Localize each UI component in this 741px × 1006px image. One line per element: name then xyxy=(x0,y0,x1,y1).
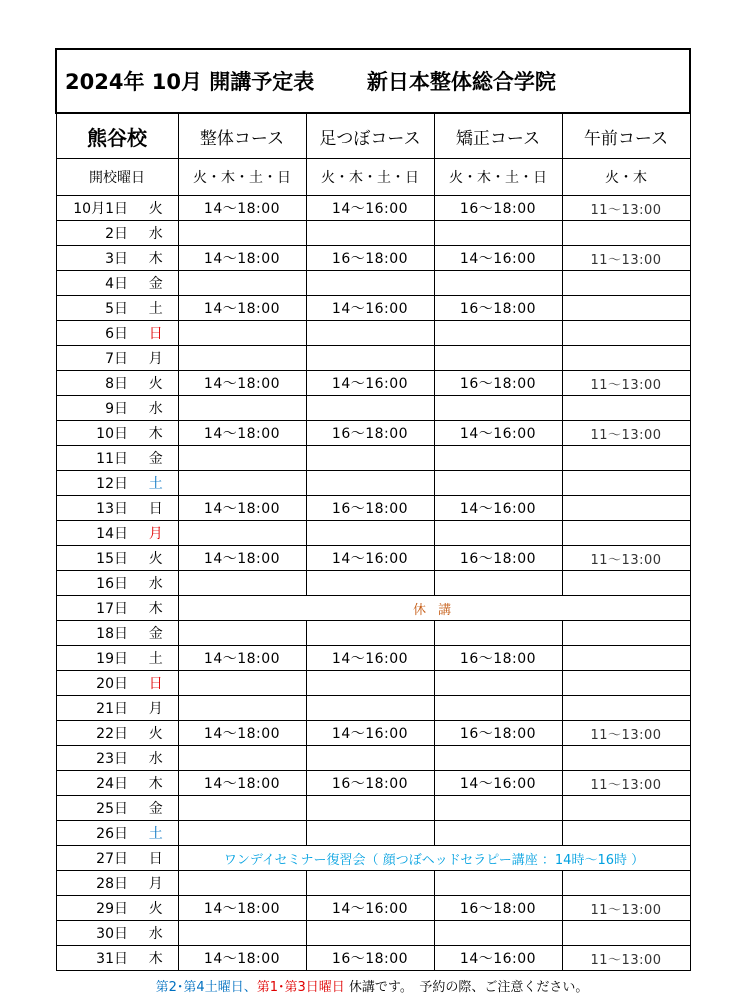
row-weekday: 土 xyxy=(134,471,178,496)
time-slot xyxy=(178,521,306,546)
time-slot xyxy=(562,271,690,296)
time-slot xyxy=(434,821,562,846)
time-slot xyxy=(434,446,562,471)
schedule-row xyxy=(56,571,690,596)
time-slot xyxy=(562,346,690,371)
time-slot xyxy=(178,746,306,771)
row-date: 13日 xyxy=(56,496,134,521)
time-slot xyxy=(178,796,306,821)
schedule-row xyxy=(56,196,690,221)
row-weekday: 水 xyxy=(134,571,178,596)
schedule-row xyxy=(56,771,690,796)
schedule-row xyxy=(56,321,690,346)
course-header-ashitsubo: 足つぼコース xyxy=(306,113,434,159)
time-slot xyxy=(562,746,690,771)
time-slot xyxy=(306,696,434,721)
footnote-rest: 休講です。 予約の際、ご注意ください。 xyxy=(344,980,589,995)
row-weekday: 土 xyxy=(134,296,178,321)
row-date: 14日 xyxy=(56,521,134,546)
row-date: 30日 xyxy=(56,921,134,946)
time-slot: 14～18:00 xyxy=(178,246,306,271)
time-slot: 14～18:00 xyxy=(178,771,306,796)
time-slot xyxy=(306,321,434,346)
time-slot xyxy=(562,621,690,646)
school-name: 新日本整体総合学院 xyxy=(366,70,556,94)
time-slot: 11～13:00 xyxy=(562,896,690,921)
time-slot xyxy=(434,471,562,496)
row-date: 24日 xyxy=(56,771,134,796)
time-slot: 14～18:00 xyxy=(178,896,306,921)
time-slot xyxy=(306,796,434,821)
time-slot xyxy=(434,521,562,546)
time-slot: 11～13:00 xyxy=(562,771,690,796)
time-slot: 14～16:00 xyxy=(434,246,562,271)
time-slot: 11～13:00 xyxy=(562,721,690,746)
row-date: 15日 xyxy=(56,546,134,571)
schedule-row xyxy=(56,271,690,296)
time-slot xyxy=(562,921,690,946)
time-slot xyxy=(306,521,434,546)
seminar-notice: ワンデイセミナー復習会（ 顔つぼヘッドセラピー講座 ：14時～16時 ） xyxy=(178,846,690,871)
time-slot: 11～13:00 xyxy=(562,371,690,396)
title-main: 2024年 10月 開講予定表 xyxy=(65,70,315,94)
time-slot xyxy=(562,646,690,671)
time-slot xyxy=(562,496,690,521)
time-slot xyxy=(562,221,690,246)
time-slot xyxy=(562,796,690,821)
time-slot: 11～13:00 xyxy=(562,546,690,571)
time-slot xyxy=(306,746,434,771)
row-weekday: 木 xyxy=(134,596,178,621)
row-weekday: 金 xyxy=(134,446,178,471)
time-slot xyxy=(434,271,562,296)
time-slot xyxy=(562,296,690,321)
row-weekday: 日 xyxy=(134,321,178,346)
time-slot xyxy=(306,396,434,421)
time-slot: 14～16:00 xyxy=(306,646,434,671)
schedule-row xyxy=(56,796,690,821)
time-slot: 14～16:00 xyxy=(306,546,434,571)
time-slot xyxy=(434,671,562,696)
time-slot: 14～18:00 xyxy=(178,646,306,671)
row-date: 8日 xyxy=(56,371,134,396)
time-slot xyxy=(306,446,434,471)
time-slot xyxy=(306,671,434,696)
time-slot xyxy=(306,921,434,946)
row-date: 12日 xyxy=(56,471,134,496)
row-date: 3日 xyxy=(56,246,134,271)
schedule-row xyxy=(56,946,690,971)
footnote-sunday: 第1･第3日曜日 xyxy=(256,980,345,995)
open-days-kyosei: 火・木・土・日 xyxy=(434,159,562,196)
time-slot xyxy=(178,346,306,371)
schedule-row xyxy=(56,371,690,396)
time-slot: 14～18:00 xyxy=(178,196,306,221)
time-slot: 16～18:00 xyxy=(434,371,562,396)
time-slot: 16～18:00 xyxy=(306,421,434,446)
time-slot xyxy=(434,321,562,346)
time-slot: 11～13:00 xyxy=(562,196,690,221)
time-slot xyxy=(434,396,562,421)
schedule-row xyxy=(56,221,690,246)
time-slot: 16～18:00 xyxy=(434,721,562,746)
schedule-row xyxy=(56,496,690,521)
footnote xyxy=(55,976,689,995)
row-date: 31日 xyxy=(56,946,134,971)
schedule-row xyxy=(56,546,690,571)
schedule-row xyxy=(56,346,690,371)
time-slot xyxy=(306,471,434,496)
row-date: 19日 xyxy=(56,646,134,671)
time-slot xyxy=(562,571,690,596)
row-weekday: 水 xyxy=(134,921,178,946)
time-slot: 14～16:00 xyxy=(306,296,434,321)
time-slot: 14～18:00 xyxy=(178,296,306,321)
time-slot: 14～16:00 xyxy=(434,421,562,446)
open-days-ashitsubo: 火・木・土・日 xyxy=(306,159,434,196)
time-slot xyxy=(562,871,690,896)
row-date: 11日 xyxy=(56,446,134,471)
time-slot xyxy=(434,621,562,646)
schedule-row xyxy=(56,421,690,446)
time-slot: 14～18:00 xyxy=(178,946,306,971)
row-date: 9日 xyxy=(56,396,134,421)
time-slot xyxy=(562,321,690,346)
row-date: 10月1日 xyxy=(56,196,134,221)
time-slot: 11～13:00 xyxy=(562,246,690,271)
schedule-row xyxy=(56,696,690,721)
row-date: 4日 xyxy=(56,271,134,296)
time-slot: 16～18:00 xyxy=(434,546,562,571)
time-slot: 16～18:00 xyxy=(306,496,434,521)
time-slot xyxy=(562,396,690,421)
row-weekday: 日 xyxy=(134,846,178,871)
time-slot xyxy=(434,696,562,721)
time-slot: 14～18:00 xyxy=(178,546,306,571)
row-date: 7日 xyxy=(56,346,134,371)
row-weekday: 土 xyxy=(134,821,178,846)
time-slot xyxy=(178,621,306,646)
time-slot: 16～18:00 xyxy=(434,196,562,221)
schedule-row xyxy=(56,396,690,421)
time-slot: 14～16:00 xyxy=(306,371,434,396)
time-slot: 16～18:00 xyxy=(434,646,562,671)
schedule-row xyxy=(56,721,690,746)
schedule-row xyxy=(56,746,690,771)
time-slot xyxy=(562,471,690,496)
time-slot xyxy=(562,521,690,546)
schedule-row xyxy=(56,671,690,696)
schedule-row xyxy=(56,846,690,871)
time-slot xyxy=(178,696,306,721)
schedule-row xyxy=(56,296,690,321)
schedule-row xyxy=(56,446,690,471)
time-slot xyxy=(178,821,306,846)
row-weekday: 木 xyxy=(134,246,178,271)
row-date: 21日 xyxy=(56,696,134,721)
row-weekday: 火 xyxy=(134,896,178,921)
open-days-seitai: 火・木・土・日 xyxy=(178,159,306,196)
time-slot xyxy=(306,621,434,646)
time-slot xyxy=(178,671,306,696)
footnote-saturday: 第2･第4土曜日、 xyxy=(155,980,257,995)
time-slot xyxy=(434,746,562,771)
row-weekday: 木 xyxy=(134,771,178,796)
open-days-row xyxy=(56,159,690,196)
time-slot xyxy=(434,221,562,246)
row-date: 22日 xyxy=(56,721,134,746)
time-slot: 14～18:00 xyxy=(178,421,306,446)
time-slot: 14～16:00 xyxy=(434,496,562,521)
row-weekday: 土 xyxy=(134,646,178,671)
schedule-table xyxy=(55,48,691,971)
row-weekday: 水 xyxy=(134,746,178,771)
row-weekday: 月 xyxy=(134,521,178,546)
row-date: 16日 xyxy=(56,571,134,596)
schedule-row xyxy=(56,621,690,646)
row-date: 26日 xyxy=(56,821,134,846)
row-date: 28日 xyxy=(56,871,134,896)
row-weekday: 月 xyxy=(134,871,178,896)
time-slot: 16～18:00 xyxy=(434,296,562,321)
row-weekday: 金 xyxy=(134,271,178,296)
row-weekday: 火 xyxy=(134,721,178,746)
row-weekday: 火 xyxy=(134,196,178,221)
time-slot xyxy=(178,396,306,421)
time-slot xyxy=(178,221,306,246)
schedule-row xyxy=(56,921,690,946)
time-slot: 14～18:00 xyxy=(178,496,306,521)
schedule-row xyxy=(56,896,690,921)
row-weekday: 月 xyxy=(134,346,178,371)
row-date: 17日 xyxy=(56,596,134,621)
row-date: 5日 xyxy=(56,296,134,321)
schedule-row xyxy=(56,871,690,896)
time-slot xyxy=(306,571,434,596)
row-date: 10日 xyxy=(56,421,134,446)
row-date: 20日 xyxy=(56,671,134,696)
row-weekday: 水 xyxy=(134,396,178,421)
row-date: 6日 xyxy=(56,321,134,346)
time-slot xyxy=(178,571,306,596)
row-weekday: 日 xyxy=(134,671,178,696)
row-date: 29日 xyxy=(56,896,134,921)
row-weekday: 火 xyxy=(134,546,178,571)
time-slot xyxy=(306,821,434,846)
course-header-kyosei: 矯正コース xyxy=(434,113,562,159)
row-weekday: 金 xyxy=(134,796,178,821)
time-slot: 14～16:00 xyxy=(306,196,434,221)
time-slot: 11～13:00 xyxy=(562,946,690,971)
time-slot xyxy=(306,271,434,296)
course-header-gozen: 午前コース xyxy=(562,113,690,159)
time-slot: 14～16:00 xyxy=(306,896,434,921)
schedule-row xyxy=(56,646,690,671)
row-weekday: 木 xyxy=(134,946,178,971)
row-date: 2日 xyxy=(56,221,134,246)
time-slot xyxy=(178,446,306,471)
row-date: 18日 xyxy=(56,621,134,646)
schedule-row xyxy=(56,521,690,546)
page-title xyxy=(56,49,690,113)
schedule-sheet xyxy=(55,48,689,971)
time-slot: 16～18:00 xyxy=(306,946,434,971)
time-slot: 14～18:00 xyxy=(178,721,306,746)
time-slot xyxy=(562,446,690,471)
time-slot: 14～16:00 xyxy=(306,721,434,746)
time-slot xyxy=(434,871,562,896)
time-slot xyxy=(178,271,306,296)
row-weekday: 月 xyxy=(134,696,178,721)
campus-name: 熊谷校 xyxy=(56,113,178,159)
time-slot xyxy=(178,871,306,896)
time-slot xyxy=(306,221,434,246)
time-slot: 14～18:00 xyxy=(178,371,306,396)
time-slot: 14～16:00 xyxy=(434,946,562,971)
schedule-row xyxy=(56,471,690,496)
closed-notice: 休 講 xyxy=(178,596,690,621)
open-days-label: 開校曜日 xyxy=(56,159,178,196)
time-slot xyxy=(178,921,306,946)
row-weekday: 水 xyxy=(134,221,178,246)
time-slot xyxy=(434,346,562,371)
time-slot: 11～13:00 xyxy=(562,421,690,446)
row-weekday: 火 xyxy=(134,371,178,396)
row-weekday: 日 xyxy=(134,496,178,521)
schedule-row xyxy=(56,821,690,846)
time-slot xyxy=(306,871,434,896)
row-weekday: 金 xyxy=(134,621,178,646)
time-slot xyxy=(562,671,690,696)
time-slot xyxy=(434,796,562,821)
row-date: 23日 xyxy=(56,746,134,771)
time-slot: 16～18:00 xyxy=(306,246,434,271)
row-weekday: 木 xyxy=(134,421,178,446)
time-slot: 14～16:00 xyxy=(434,771,562,796)
time-slot xyxy=(306,346,434,371)
time-slot xyxy=(178,471,306,496)
time-slot xyxy=(178,321,306,346)
time-slot xyxy=(434,921,562,946)
time-slot xyxy=(434,571,562,596)
open-days-gozen: 火・木 xyxy=(562,159,690,196)
time-slot xyxy=(562,821,690,846)
row-date: 25日 xyxy=(56,796,134,821)
course-header-row xyxy=(56,113,690,159)
time-slot: 16～18:00 xyxy=(306,771,434,796)
row-date: 27日 xyxy=(56,846,134,871)
schedule-row xyxy=(56,246,690,271)
course-header-seitai: 整体コース xyxy=(178,113,306,159)
schedule-row xyxy=(56,596,690,621)
time-slot xyxy=(562,696,690,721)
time-slot: 16～18:00 xyxy=(434,896,562,921)
